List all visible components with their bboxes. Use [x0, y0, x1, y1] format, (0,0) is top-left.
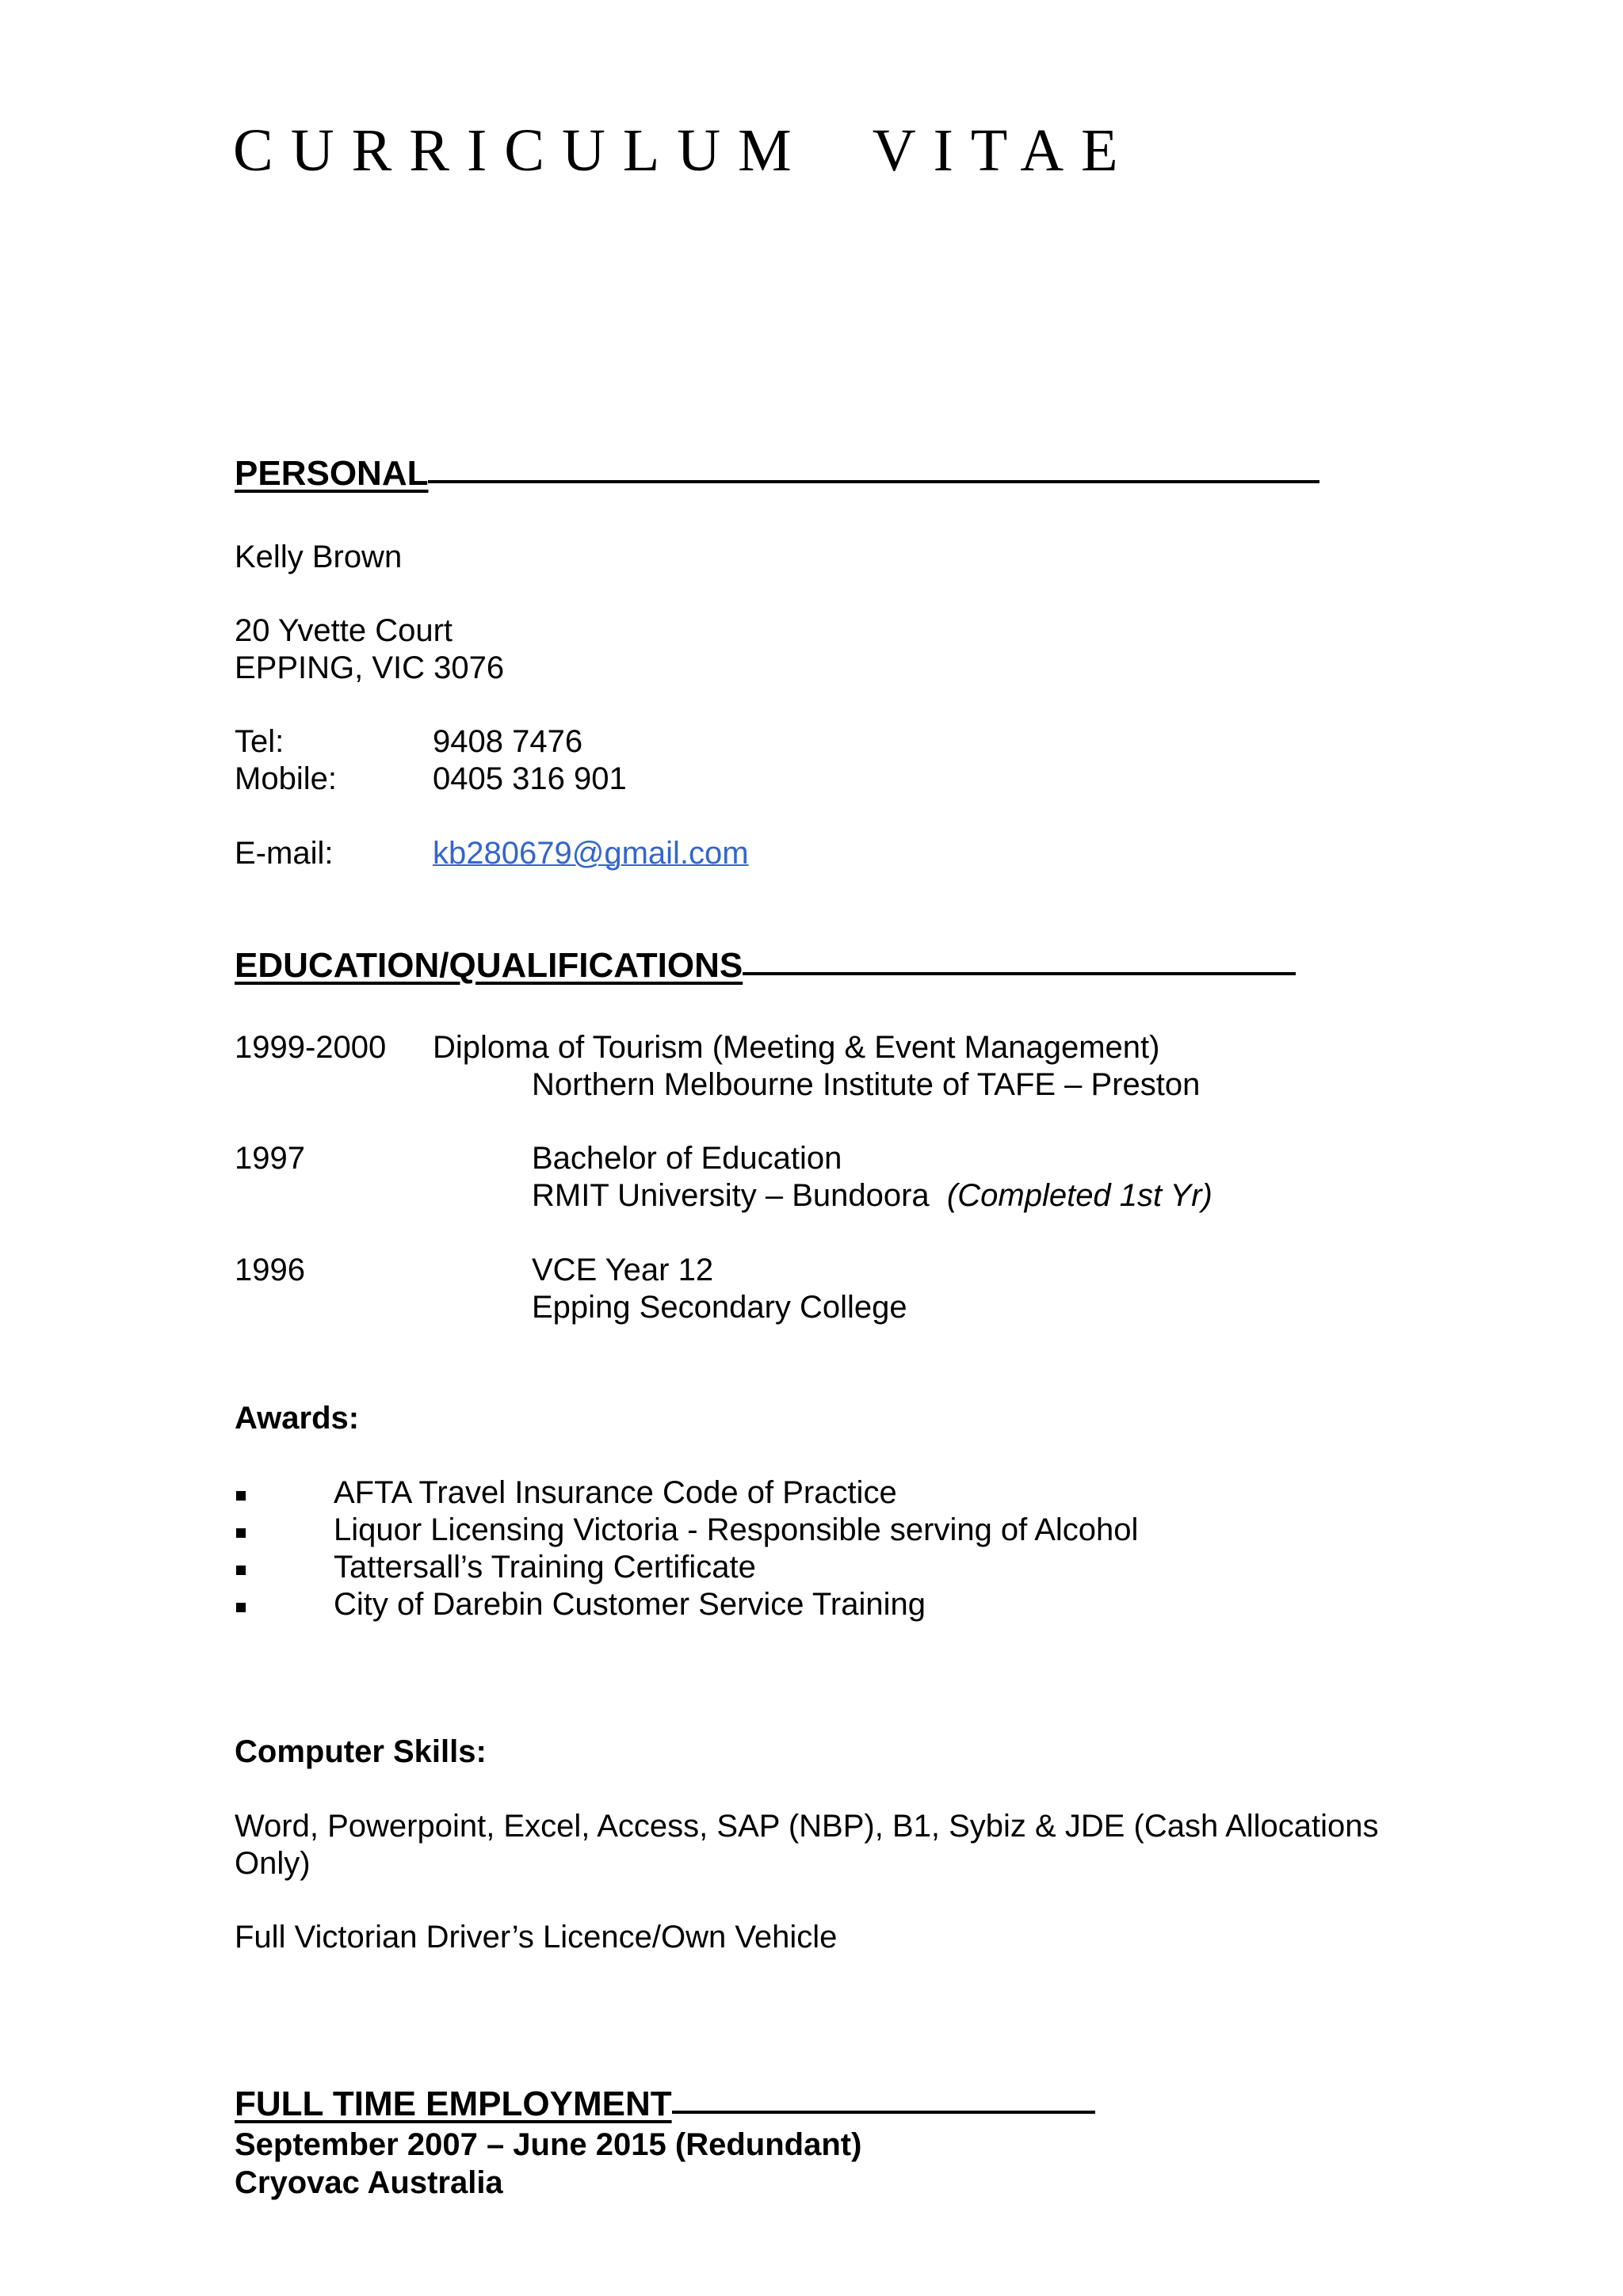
award-item: Liquor Licensing Victoria - Responsible serving of Alcohol	[334, 1512, 1139, 1547]
education-year: 1999-2000	[235, 1030, 387, 1065]
education-qualification: VCE Year 12	[532, 1253, 714, 1287]
awards-heading: Awards:	[235, 1401, 360, 1436]
personal-name: Kelly Brown	[235, 540, 403, 574]
document-title	[233, 115, 1136, 186]
computer-skills-heading: Computer Skills:	[235, 1734, 487, 1769]
award-item: AFTA Travel Insurance Code of Practice	[334, 1475, 897, 1510]
tel-value: 9408 7476	[433, 724, 583, 759]
award-item: City of Darebin Customer Service Training	[334, 1587, 926, 1622]
title-word-vitae: VITAE	[872, 117, 1136, 184]
education-qualification: Diploma of Tourism (Meeting & Event Management)	[433, 1030, 1160, 1065]
heading-rule	[428, 480, 1319, 483]
address-line-2: EPPING, VIC 3076	[235, 650, 505, 685]
computer-skills-line-2: Only)	[235, 1846, 311, 1881]
section-heading-employment: FULL TIME EMPLOYMENT	[235, 2084, 1095, 2125]
email-link[interactable]: kb280679@gmail.com	[433, 836, 749, 871]
education-institution-line	[532, 1177, 1212, 1215]
bullet-icon	[236, 1527, 246, 1542]
email-label: E-mail:	[235, 836, 334, 871]
education-year: 1996	[235, 1253, 305, 1287]
bullet-icon	[236, 1565, 246, 1579]
heading-rule	[743, 972, 1296, 975]
computer-skills-line-1: Word, Powerpoint, Excel, Access, SAP (NBP), B1, Sybiz & JDE (Cash Allocations	[235, 1809, 1379, 1844]
mobile-label: Mobile:	[235, 761, 337, 796]
address-line-1: 20 Yvette Court	[235, 613, 453, 648]
employment-company: Cryovac Australia	[235, 2165, 503, 2200]
education-year: 1997	[235, 1141, 305, 1176]
award-item: Tattersall’s Training Certificate	[334, 1550, 756, 1585]
education-note: (Completed 1st Yr)	[946, 1178, 1212, 1213]
bullet-icon	[236, 1602, 246, 1616]
heading-rule	[672, 2111, 1095, 2114]
drivers-licence: Full Victorian Driver’s Licence/Own Vehicle	[235, 1920, 838, 1955]
employment-period: September 2007 – June 2015 (Redundant)	[235, 2127, 862, 2162]
section-heading-education: EDUCATION/QUALIFICATIONS	[235, 945, 1296, 986]
section-heading-personal: PERSONAL	[235, 453, 1319, 494]
education-institution: Epping Secondary College	[532, 1290, 907, 1325]
education-qualification: Bachelor of Education	[532, 1141, 842, 1176]
mobile-value: 0405 316 901	[433, 761, 627, 796]
title-word-curriculum: CURRICULUM	[233, 117, 809, 184]
bullet-icon	[236, 1490, 246, 1505]
education-institution: RMIT University – Bundoora	[532, 1178, 930, 1213]
tel-label: Tel:	[235, 724, 285, 759]
education-institution: Northern Melbourne Institute of TAFE – Preston	[532, 1067, 1201, 1102]
